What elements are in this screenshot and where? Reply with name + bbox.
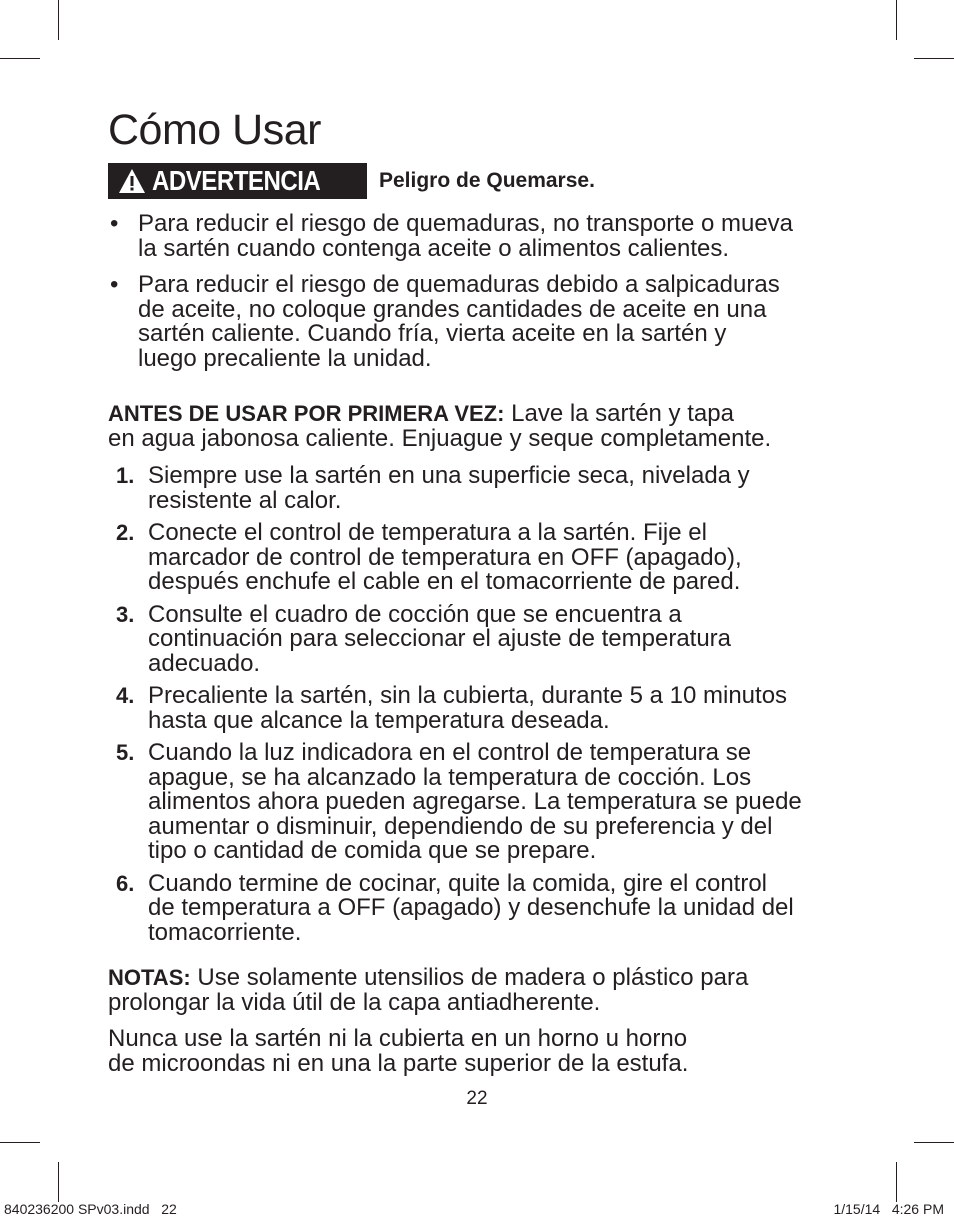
step-text: alimentos ahora pueden agregarse. La temperatura se puede xyxy=(148,788,802,815)
bullet-text: luego precaliente la unidad. xyxy=(138,344,432,372)
paragraph-text: Nunca use la sartén ni la cubierta en un horno u horno xyxy=(108,1025,688,1052)
crop-mark xyxy=(914,1142,954,1143)
crop-mark xyxy=(0,1142,40,1143)
step-text: adecuado. xyxy=(148,649,261,677)
bullet-text: la sartén cuando contenga aceite o alimentos calientes. xyxy=(138,234,730,262)
bullet-text: sartén caliente. Cuando fría, vierta aceite en la sartén y xyxy=(138,320,727,347)
step-item xyxy=(108,684,858,733)
step-number: 1. xyxy=(116,463,135,488)
step-text: hasta que alcance la temperatura deseada. xyxy=(148,706,610,734)
warning-text: Peligro de Quemarse. xyxy=(379,169,595,192)
paragraph-text: Lave la sartén y tapa xyxy=(504,400,734,427)
step-text: tipo o cantidad de comida que se prepare. xyxy=(148,837,597,864)
bullet-icon: • xyxy=(110,210,119,237)
step-number: 5. xyxy=(116,740,135,765)
crop-mark xyxy=(58,1162,59,1202)
step-text: Siempre use la sartén en una superficie seca, nivelada y xyxy=(148,462,750,489)
warning-badge xyxy=(108,163,367,199)
step-text: Consulte el cuadro de cocción que se encuentra a xyxy=(148,600,682,628)
step-text: aumentar o disminuir, dependiendo de su preferencia y del xyxy=(148,812,773,840)
before-first-use-paragraph xyxy=(108,402,858,451)
never-use-paragraph xyxy=(108,1027,858,1076)
bullet-text: Para reducir el riesgo de quemaduras debido a salpicaduras xyxy=(138,271,780,298)
step-item xyxy=(108,521,858,595)
crop-mark xyxy=(0,58,40,59)
usage-steps xyxy=(108,464,858,953)
bullet-text: Para reducir el riesgo de quemaduras, no transporte o mueva xyxy=(138,210,794,237)
before-first-use-lead: ANTES DE USAR POR PRIMERA VEZ: xyxy=(108,401,505,426)
step-item xyxy=(108,741,858,864)
warning-triangle-icon xyxy=(118,168,146,194)
step-text: Conecte el control de temperatura a la sartén. Fije el xyxy=(148,519,707,546)
step-number: 6. xyxy=(116,870,135,896)
step-text: Cuando la luz indicadora en el control de temperatura se xyxy=(148,739,752,766)
step-text: después enchufe el cable en el tomacorriente de pared. xyxy=(148,568,741,595)
bullet-icon: • xyxy=(110,271,119,298)
step-text: continuación para seleccionar el ajuste de temperatura xyxy=(148,625,732,652)
step-item xyxy=(108,869,858,946)
safety-bullets xyxy=(108,212,858,383)
list-item xyxy=(108,273,858,371)
notes-lead: NOTAS: xyxy=(108,965,191,990)
paragraph-text: en agua jabonosa caliente. Enjuague y seque completamente. xyxy=(108,424,772,452)
step-text: de temperatura a OFF (apagado) y desenchufe la unidad del xyxy=(148,894,794,921)
step-text: apague, se ha alcanzado la temperatura de cocción. Los xyxy=(148,763,752,791)
bullet-text: de aceite, no coloque grandes cantidades de aceite en una xyxy=(138,295,767,323)
paragraph-text: Use solamente utensilios de madera o plástico para xyxy=(190,964,749,991)
step-number: 4. xyxy=(116,683,135,708)
file-slug: 840236200 SPv03.indd 22 xyxy=(4,1201,177,1217)
date-slug: 1/15/14 4:26 PM xyxy=(833,1201,944,1217)
crop-mark xyxy=(896,0,897,40)
step-text: tomacorriente. xyxy=(148,918,302,946)
step-number: 3. xyxy=(116,601,135,627)
paragraph-text: de microondas ni en una la parte superior de la estufa. xyxy=(108,1049,689,1077)
step-item xyxy=(108,464,858,513)
crop-mark xyxy=(914,58,954,59)
paragraph-text: prolongar la vida útil de la capa antiadherente. xyxy=(108,988,601,1016)
step-text: marcador de control de temperatura en OFF (apagado), xyxy=(148,543,742,571)
page-title: Cómo Usar xyxy=(108,106,321,154)
list-item xyxy=(108,212,858,261)
warning-row xyxy=(108,163,595,199)
step-number: 2. xyxy=(116,520,135,545)
page-number: 22 xyxy=(466,1088,488,1109)
step-text: Precaliente la sartén, sin la cubierta, durante 5 a 10 minutos xyxy=(148,682,788,709)
warning-label: ADVERTENCIA xyxy=(152,165,321,196)
step-text: resistente al calor. xyxy=(148,486,342,514)
step-item xyxy=(108,600,858,677)
notes-paragraph xyxy=(108,966,858,1015)
crop-mark xyxy=(896,1162,897,1202)
crop-mark xyxy=(58,0,59,40)
step-text: Cuando termine de cocinar, quite la comida, gire el control xyxy=(148,869,768,897)
